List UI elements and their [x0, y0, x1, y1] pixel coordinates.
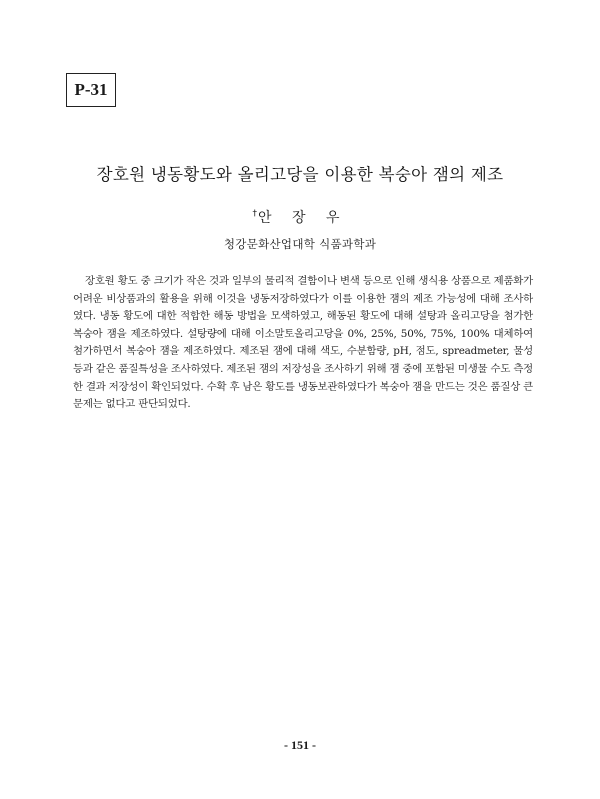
abstract-text: 장호원 황도 중 크기가 작은 것과 일부의 물리적 결함이나 변색 등으로 인해 생식용 상품으로 제품화가 어려운 비상품과의 활용을 위해 이것을 냉동저장하였다가 이를 이용한 잼의 제조 가능성에 대해 조사하였다. 냉동 황도에 대한 적합한 해동 방법을 모색하였고, 해동된 황도에 대해 설탕과 올리고당을 첨가한 복숭아 잼을 제조하였다. 설탕량에 대해 이소말토올리고당을 0%, 25%, 50%, 75%, 100% 대체하여 첨가하면서 복숭아 잼을 제조하였다. 제조된 잼에 대해 색도, 수분함량, pH, 점도, spreadmeter, 물성 등과 같은 품질특성을 조사하였다. 제조된 잼의 저장성을 조사하기 위해 잼 중에 포함된 미생물 수도 측정한 결과 저장성이 확인되었다. 수확 후 남은 황도를 냉동보관하였다가 복숭아 잼을 만드는 것은 품질상 큰 문제는 없다고 판단되었다. — [73, 275, 533, 411]
affiliation: 청강문화산업대학 식품과학과 — [223, 237, 377, 251]
author-line — [0, 207, 600, 227]
paper-title: 장호원 냉동황도와 올리고당을 이용한 복숭아 잼의 제조 — [96, 165, 504, 184]
author-name: 안 장 우 — [258, 210, 348, 226]
presentation-code: P-31 — [74, 80, 108, 99]
corresponding-author-mark: † — [252, 209, 257, 220]
page-number: - 151 - — [284, 738, 316, 752]
presentation-code-box — [66, 73, 116, 107]
